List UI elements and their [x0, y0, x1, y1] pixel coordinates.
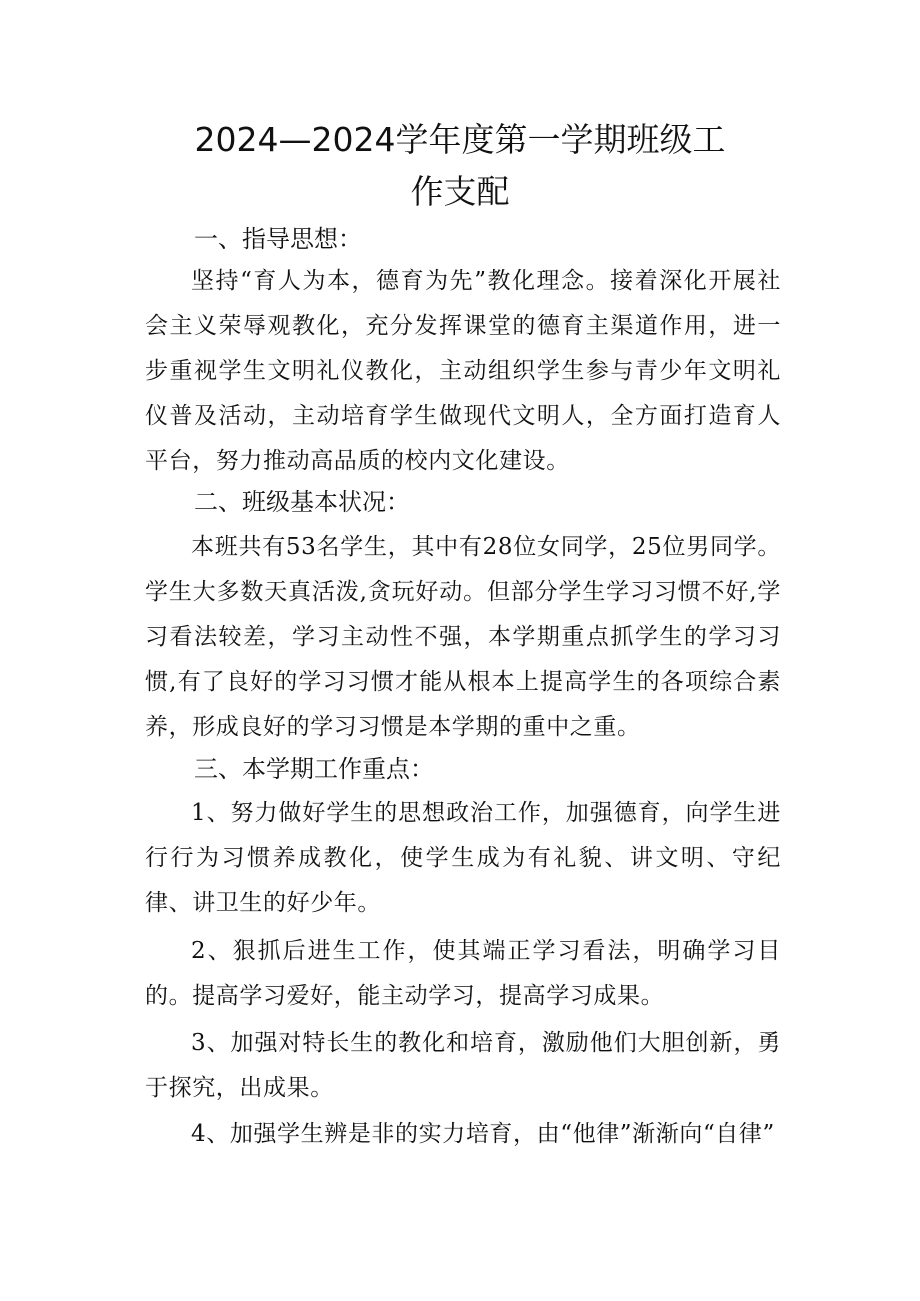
work-focus-item-1: 1、努力做好学生的思想政治工作，加强德育，向学生进行行为习惯养成教化，使学生成为有礼貌、讲文明、守纪律、讲卫生的好少年。	[145, 800, 781, 916]
work-focus-item-2: 2、狠抓后进生工作，使其端正学习看法，明确学习目的。提高学习爱好，能主动学习，提高学习成果。	[145, 938, 781, 1009]
work-focus-item-3: 3、加强对特长生的教化和培育，激励他们大胆创新，勇于探究，出成果。	[145, 1030, 781, 1101]
section-heading-guiding-ideology: 一、指导思想：	[194, 225, 362, 253]
section-paragraph-class-situation: 本班共有53名学生，其中有28位女同学，25位男同学。学生大多数天真活泼,贪玩好动。但部分学生学习习惯不好,学习看法较差，学习主动性不强，本学期重点抓学生的学习习惯,有了良好的学习习惯才能从根本上提高学生的各项综合素养，形成良好的学习习惯是本学期的重中之重。	[145, 534, 781, 740]
section-heading-class-situation: 二、班级基本状况：	[194, 488, 410, 516]
document-title-line-1: 2024—2024学年度第一学期班级工	[194, 120, 726, 159]
work-focus-item-4: 4、加强学生辨是非的实力培育，由“他律”渐渐向“自律”	[191, 1121, 775, 1147]
section-paragraph-guiding-ideology: 坚持“育人为本，德育为先”教化理念。接着深化开展社会主义荣辱观教化，充分发挥课堂的德育主渠道作用，进一步重视学生文明礼仪教化，主动组织学生参与青少年文明礼仪普及活动，主动培育学生做现代文明人，全方面打造育人平台，努力推动高品质的校内文化建设。	[145, 268, 781, 474]
section-heading-work-focus: 三、本学期工作重点：	[194, 755, 434, 783]
document-title-line-2: 作支配	[410, 172, 510, 211]
